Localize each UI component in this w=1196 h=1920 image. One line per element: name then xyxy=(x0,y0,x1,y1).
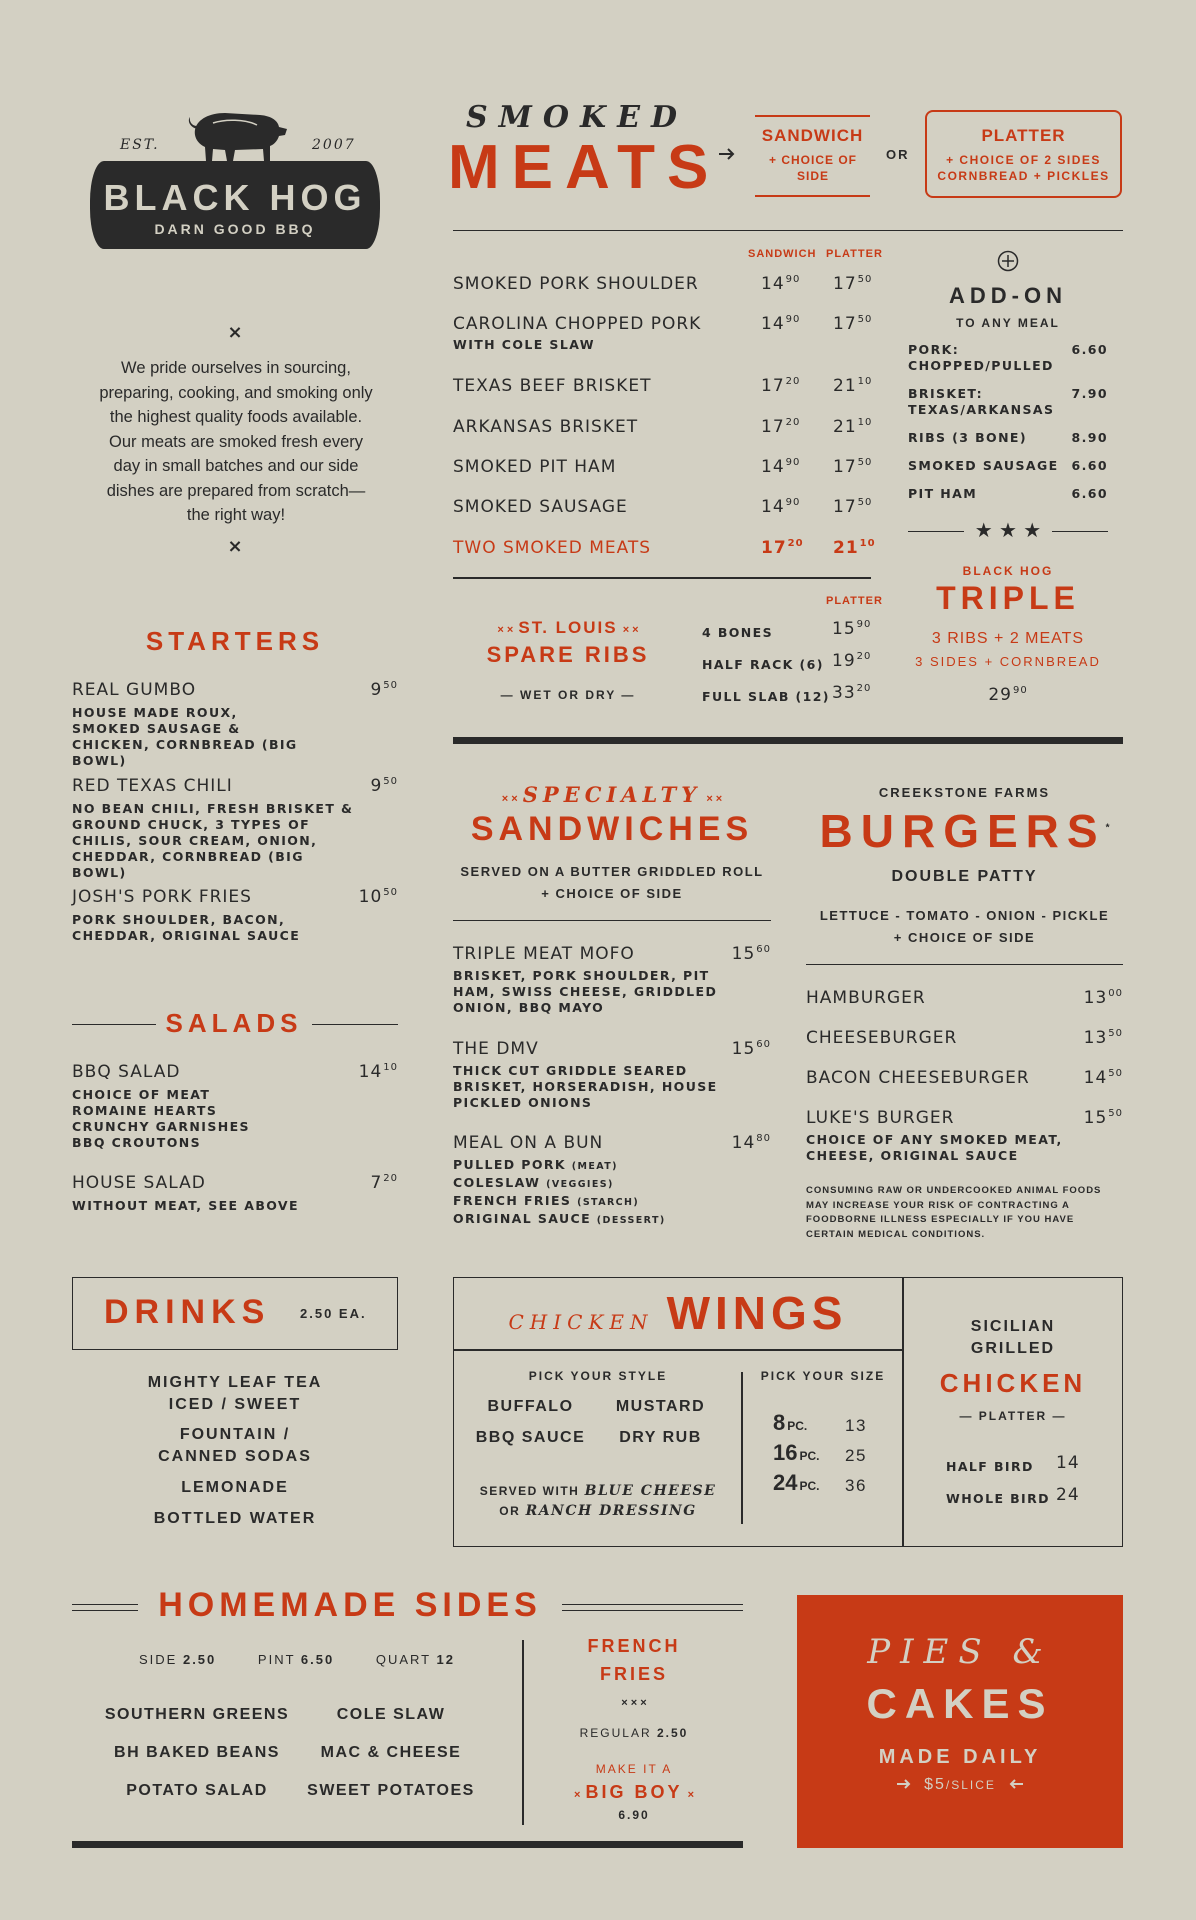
side-item: POTATO SALAD xyxy=(126,1782,268,1799)
meat-name: SMOKED SAUSAGE xyxy=(453,497,628,517)
side-item: BH BAKED BEANS xyxy=(114,1744,280,1761)
ribs-x: × × xyxy=(622,624,639,636)
platter-price: $17^{50}$ xyxy=(833,314,873,334)
ribs-price: $19^{20}$ xyxy=(832,651,872,671)
dressing-option: BLUE CHEESE xyxy=(584,1483,717,1499)
meat-name: ARKANSAS BRISKET xyxy=(453,417,639,437)
col-sandwich-label: SANDWICH xyxy=(748,248,817,260)
divider xyxy=(453,577,871,579)
divider xyxy=(806,964,1123,965)
list-item xyxy=(908,386,1108,418)
ribs-x: × × xyxy=(497,624,514,636)
starter-price: $9^{50}$ xyxy=(370,776,398,796)
list-item xyxy=(72,1173,398,1214)
style-option: DRY RUB xyxy=(619,1429,702,1446)
list-item xyxy=(72,1062,398,1151)
or-label: OR xyxy=(499,1504,521,1518)
list-item xyxy=(908,458,1108,474)
pie-price: $5 xyxy=(924,1776,946,1793)
triple-title: TRIPLE xyxy=(936,580,1080,616)
divider xyxy=(522,1640,524,1825)
divider xyxy=(562,1604,743,1611)
fries-x: × × × xyxy=(621,1697,647,1709)
style-option: BUFFALO xyxy=(487,1398,574,1415)
chicken-title: CHICKEN xyxy=(939,1368,1087,1398)
addon-price: 6.60 xyxy=(1071,486,1108,501)
sandwich-price: $15^{60}$ xyxy=(731,944,771,964)
side-item: MAC & CHEESE xyxy=(320,1744,462,1761)
burger-price: $13^{50}$ xyxy=(1083,1028,1123,1048)
side-size: PINT 6.50 xyxy=(257,1652,335,1667)
drink-item: MIGHTY LEAF TEA xyxy=(147,1374,323,1391)
platter-price: $21^{10}$ xyxy=(833,417,873,437)
pies-price xyxy=(797,1776,1123,1794)
sandwiches-pre xyxy=(453,782,771,807)
list-item xyxy=(702,619,882,641)
style-option: BBQ SAUCE xyxy=(475,1429,586,1446)
divider xyxy=(72,1604,138,1611)
sandwiches-title: SANDWICHES xyxy=(470,810,754,848)
fries-bigboy xyxy=(534,1782,734,1803)
burgers-title: BURGERS* xyxy=(819,805,1110,857)
list-item xyxy=(946,1485,1106,1507)
sandwich-price: $17^{20}$ xyxy=(761,376,801,396)
salads-title: SALADS xyxy=(165,1008,303,1038)
list-item xyxy=(806,988,1123,1008)
fries-bigboy-price: 6.90 xyxy=(618,1808,650,1822)
chicken-price: 24 xyxy=(1056,1485,1080,1505)
fries-make: MAKE IT A xyxy=(595,1762,673,1776)
list-item xyxy=(908,430,1108,446)
salad-desc: CHOICE OF MEAT ROMAINE HEARTS CRUNCHY GARNISHES BBQ CROUTONS xyxy=(72,1087,250,1150)
chicken-line1: SICILIAN xyxy=(970,1318,1056,1335)
wings-size-label: PICK YOUR SIZE xyxy=(760,1369,886,1383)
star-icon: ★ ★ ★ xyxy=(974,518,1042,542)
pig-icon xyxy=(175,105,295,165)
starter-name: JOSH'S PORK FRIES xyxy=(72,887,252,907)
salad-price: $7^{20}$ xyxy=(370,1173,398,1193)
fries-regular: REGULAR 2.50 xyxy=(579,1726,689,1740)
sandwich-price: $17^{20}$ xyxy=(761,538,804,558)
arrow-right-icon xyxy=(896,1778,912,1790)
arrow-left-icon xyxy=(1008,1778,1024,1790)
list-item xyxy=(72,776,398,881)
pies-line1: PIES & xyxy=(867,1632,1053,1672)
divider xyxy=(72,1841,743,1848)
ribs-title2: SPARE RIBS xyxy=(486,642,650,667)
list-item xyxy=(453,944,771,1016)
divider xyxy=(453,1349,903,1351)
est-year: 2007 xyxy=(312,137,356,153)
drink-item: FOUNTAIN / xyxy=(179,1426,291,1443)
list-item xyxy=(453,538,876,558)
burgers-farm: CREEKSTONE FARMS xyxy=(878,785,1051,800)
sandwich-name: THE DMV xyxy=(453,1039,539,1059)
list-item xyxy=(453,457,873,477)
drinks-list xyxy=(72,1372,398,1530)
starters-title: STARTERS xyxy=(145,626,325,656)
wings-style-label: PICK YOUR STYLE xyxy=(528,1369,668,1383)
divider xyxy=(453,230,1123,231)
addon-name: PORK: CHOPPED/PULLED xyxy=(908,342,1054,373)
smoked-title-main: MEATS xyxy=(448,133,721,202)
col-platter-label: PLATTER xyxy=(826,248,883,260)
meat-name: SMOKED PIT HAM xyxy=(453,457,617,477)
x-mark: × × xyxy=(501,793,518,805)
divider xyxy=(72,1024,156,1025)
x-mark: × × xyxy=(706,793,723,805)
starter-desc: HOUSE MADE ROUX, SMOKED SAUSAGE & CHICKEN, CORNBREAD (BIG BOWL) xyxy=(72,705,298,768)
addon-price: 8.90 xyxy=(1071,430,1108,445)
sandwich-price: $14^{90}$ xyxy=(761,274,801,294)
list-item xyxy=(72,680,398,769)
brand-name: BLACK HOG xyxy=(103,177,367,218)
or-label: OR xyxy=(886,147,910,162)
list-item xyxy=(806,1028,1123,1048)
sandwich-price: $15^{60}$ xyxy=(731,1039,771,1059)
triple-line1: 3 RIBS + 2 MEATS xyxy=(931,630,1085,647)
list-item xyxy=(453,376,873,396)
chicken-size: HALF BIRD xyxy=(946,1459,1034,1474)
burger-price: $15^{50}$ xyxy=(1083,1108,1123,1128)
drink-item: CANNED SODAS xyxy=(158,1448,312,1465)
sandwiches-sub2: + CHOICE OF SIDE xyxy=(541,886,683,901)
side-item: SWEET POTATOES xyxy=(307,1782,475,1799)
meat-name: CAROLINA CHOPPED PORK xyxy=(453,314,702,334)
list-item xyxy=(806,1108,1123,1164)
ribs-size: 4 BONES xyxy=(702,625,774,640)
wings-pre: CHICKEN xyxy=(508,1310,654,1334)
served-label: SERVED WITH xyxy=(479,1484,580,1498)
platter-price: $17^{50}$ xyxy=(833,497,873,517)
burgers-side: + CHOICE OF SIDE xyxy=(893,930,1036,945)
drinks-price: 2.50 EA. xyxy=(300,1306,367,1321)
brand-tagline: DARN GOOD BBQ xyxy=(154,221,316,237)
pies-sub: MADE DAILY xyxy=(878,1746,1042,1768)
burgers-toppings: LETTUCE - TOMATO - ONION - PICKLE xyxy=(819,908,1110,923)
addon-name: PIT HAM xyxy=(908,486,978,501)
arrow-right-icon xyxy=(718,147,736,161)
sandwich-price: $14^{90}$ xyxy=(761,457,801,477)
meat-name: TWO SMOKED MEATS xyxy=(453,538,652,558)
dressing-option: RANCH DRESSING xyxy=(525,1503,697,1519)
est-label: EST. xyxy=(120,137,160,153)
wings-served xyxy=(463,1481,733,1521)
divider xyxy=(453,920,771,921)
addon-price: 6.60 xyxy=(1071,458,1108,473)
drink-item: LEMONADE xyxy=(181,1479,289,1496)
divider xyxy=(1052,531,1108,532)
ribs-col-platter: PLATTER xyxy=(826,595,883,607)
burger-price: $13^{00}$ xyxy=(1083,988,1123,1008)
list-item xyxy=(908,342,1108,374)
triple-brand: BLACK HOG xyxy=(962,564,1054,578)
salad-desc: WITHOUT MEAT, SEE ABOVE xyxy=(72,1198,299,1213)
list-item xyxy=(806,1068,1123,1088)
sandwich-desc xyxy=(453,1157,771,1229)
list-item xyxy=(702,651,882,673)
platter-label: PLATTER xyxy=(981,126,1066,145)
burger-name: BACON CHEESEBURGER xyxy=(806,1068,1030,1088)
fries-title1: FRENCH xyxy=(587,1636,681,1656)
list-item xyxy=(453,1039,771,1111)
platter-price: $21^{10}$ xyxy=(833,376,873,396)
list-item xyxy=(72,887,398,944)
component-line: FRENCH FRIES (STARCH) xyxy=(453,1193,640,1208)
meat-desc: WITH COLE SLAW xyxy=(453,337,595,352)
ribs-size: HALF RACK (6) xyxy=(702,657,824,672)
ribs-title xyxy=(468,618,668,638)
salad-name: BBQ SALAD xyxy=(72,1062,181,1082)
sides-sizes xyxy=(72,1652,522,1667)
sandwich-label: SANDWICH xyxy=(761,126,864,145)
divider xyxy=(741,1372,743,1524)
sides-title: HOMEMADE SIDES xyxy=(158,1586,542,1624)
ribs-title1: ST. LOUIS xyxy=(518,618,618,637)
triple-price: $29^{90}$ xyxy=(988,685,1028,705)
starter-price: $10^{50}$ xyxy=(358,887,398,907)
divider xyxy=(908,531,964,532)
plus-circle-icon xyxy=(997,250,1019,272)
platter-price: $17^{50}$ xyxy=(833,274,873,294)
drink-item: BOTTLED WATER xyxy=(153,1510,317,1527)
ribs-price: $33^{20}$ xyxy=(832,683,872,703)
platter-price: $21^{10}$ xyxy=(833,538,876,558)
burger-name: LUKE'S BURGER xyxy=(806,1108,955,1128)
sandwich-price: $14^{80}$ xyxy=(731,1133,771,1153)
starter-name: REAL GUMBO xyxy=(72,680,197,700)
burgers-sub: DOUBLE PATTY xyxy=(891,868,1038,885)
sandwich-desc: THICK CUT GRIDDLE SEARED BRISKET, HORSERADISH, HOUSE PICKLED ONIONS xyxy=(453,1063,718,1110)
burger-price: $14^{50}$ xyxy=(1083,1068,1123,1088)
starter-name: RED TEXAS CHILI xyxy=(72,776,233,796)
side-size: QUART 12 xyxy=(375,1652,455,1667)
addon-name: BRISKET: TEXAS/ARKANSAS xyxy=(908,386,1055,417)
starter-desc: NO BEAN CHILI, FRESH BRISKET & GROUND CHUCK, 3 TYPES OF CHILIS, SOUR CREAM, ONION, CHEDDAR, CORNBREAD (BIG BOWL) xyxy=(72,801,354,880)
list-item xyxy=(946,1453,1106,1475)
component-line: ORIGINAL SAUCE (DESSERT) xyxy=(453,1211,666,1226)
sandwich-note: + CHOICE OF SIDE xyxy=(768,153,857,183)
fries-title2: FRIES xyxy=(599,1664,668,1684)
sandwiches-pre-label: SPECIALTY xyxy=(522,782,702,807)
platter-price: $17^{50}$ xyxy=(833,457,873,477)
component-line: PULLED PORK (MEAT) xyxy=(453,1157,618,1172)
side-item: SOUTHERN GREENS xyxy=(104,1706,290,1723)
meat-name: SMOKED PORK SHOULDER xyxy=(453,274,699,294)
x-mark: × xyxy=(573,1789,581,1801)
salad-name: HOUSE SALAD xyxy=(72,1173,206,1193)
food-warning: CONSUMING RAW OR UNDERCOOKED ANIMAL FOODS MAY INCREASE YOUR RISK OF CONTRACTING A FOODBORNE ILLNESS ESPECIALLY IF YOU HAVE CERTAIN MEDICAL CONDITIONS. xyxy=(806,1185,1102,1240)
list-item xyxy=(453,417,873,437)
ribs-size: FULL SLAB (12) xyxy=(702,689,830,704)
intro-marker-top: × xyxy=(227,322,243,343)
sandwich-desc: BRISKET, PORK SHOULDER, PIT HAM, SWISS CHEESE, GRIDDLED ONION, BBQ MAYO xyxy=(453,968,718,1015)
sandwich-name: MEAL ON A BUN xyxy=(453,1133,604,1153)
addon-price: 7.90 xyxy=(1071,386,1108,401)
addon-price: 6.60 xyxy=(1071,342,1108,357)
addon-name: SMOKED SAUSAGE xyxy=(908,458,1059,473)
style-option: MUSTARD xyxy=(615,1398,706,1415)
list-item xyxy=(453,314,873,353)
burger-name: CHEESEBURGER xyxy=(806,1028,958,1048)
triple-line2: 3 SIDES + CORNBREAD xyxy=(915,654,1101,669)
sandwich-price: $14^{90}$ xyxy=(761,497,801,517)
bigboy-label: BIG BOY xyxy=(585,1782,683,1802)
pie-unit: /SLICE xyxy=(945,1778,996,1792)
list-item xyxy=(453,497,873,517)
starter-desc: PORK SHOULDER, BACON, CHEDDAR, ORIGINAL SAUCE xyxy=(72,912,301,943)
addon-title: ADD-ON xyxy=(949,283,1067,308)
list-item xyxy=(702,683,882,705)
size-option: 8 PC. 13 xyxy=(773,1410,867,1435)
chicken-sub: — PLATTER — xyxy=(959,1409,1067,1423)
divider xyxy=(312,1024,398,1025)
ribs-style: — WET OR DRY — xyxy=(500,688,636,702)
chicken-size: WHOLE BIRD xyxy=(946,1491,1050,1506)
intro-text: We pride ourselves in sourcing, preparing, cooking, and smoking only the highest quality foods available. Our meats are smoked fresh every day in small batches and our side dishes are prepared from scratch—the right way! xyxy=(99,359,373,524)
burger-name: HAMBURGER xyxy=(806,988,926,1008)
ribs-price: $15^{90}$ xyxy=(832,619,872,639)
sandwich-price: $17^{20}$ xyxy=(761,417,801,437)
list-item xyxy=(453,1133,771,1229)
addon-subtitle: TO ANY MEAL xyxy=(956,316,1060,330)
list-item xyxy=(453,274,873,294)
side-item: COLE SLAW xyxy=(336,1706,446,1723)
drinks-title: DRINKS xyxy=(104,1293,271,1331)
side-size: SIDE 2.50 xyxy=(139,1652,217,1667)
x-mark: × xyxy=(687,1789,695,1801)
wings-main: WINGS xyxy=(666,1287,848,1339)
drink-item: ICED / SWEET xyxy=(168,1396,302,1413)
size-option: 16 PC. 25 xyxy=(773,1440,867,1465)
salad-price: $14^{10}$ xyxy=(358,1062,398,1082)
sandwich-price: $14^{90}$ xyxy=(761,314,801,334)
component-line: COLESLAW (VEGGIES) xyxy=(453,1175,614,1190)
wings-title xyxy=(453,1286,903,1340)
divider xyxy=(453,737,1123,744)
list-item xyxy=(908,486,1108,502)
sandwich-name: TRIPLE MEAT MOFO xyxy=(453,944,635,964)
platter-note: + CHOICE OF 2 SIDES CORNBREAD + PICKLES xyxy=(937,153,1110,183)
chicken-line2: GRILLED xyxy=(970,1340,1056,1357)
intro-marker-bottom: × xyxy=(227,536,243,557)
chicken-price: 14 xyxy=(1056,1453,1080,1473)
smoked-title-top: SMOKED xyxy=(466,100,688,135)
starter-price: $9^{50}$ xyxy=(370,680,398,700)
addon-name: RIBS (3 BONE) xyxy=(908,430,1027,445)
logo xyxy=(90,105,380,255)
burger-desc: CHOICE OF ANY SMOKED MEAT, CHEESE, ORIGINAL SAUCE xyxy=(806,1132,1063,1163)
sandwiches-sub1: SERVED ON A BUTTER GRIDDLED ROLL xyxy=(460,864,764,879)
pies-line2: CAKES xyxy=(866,1680,1054,1727)
size-option: 24 PC. 36 xyxy=(773,1470,867,1495)
meat-name: TEXAS BEEF BRISKET xyxy=(453,376,652,396)
